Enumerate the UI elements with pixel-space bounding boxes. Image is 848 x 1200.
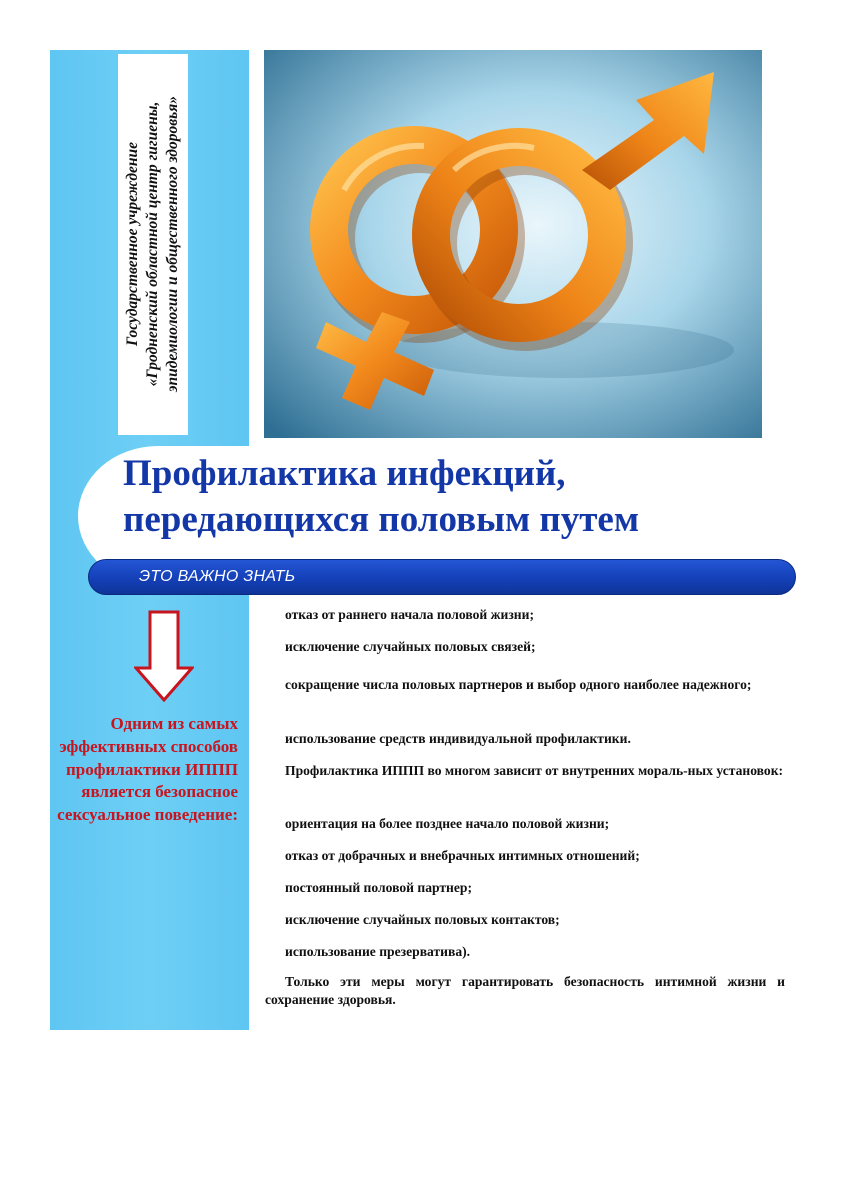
banner <box>88 559 796 595</box>
list-item: исключение случайных половых связей; <box>285 639 536 654</box>
gender-symbols-icon <box>264 50 762 438</box>
side-note: Одним из самых эффективных способов профилактики ИППП является безопасное сексуальное поведение: <box>57 714 238 825</box>
title-line-1: Профилактика инфекций, <box>123 453 566 494</box>
organization-line-3: эпидемиологии и общественного здоровья» <box>164 96 181 392</box>
organization-line-1: Государственное учреждение <box>124 141 141 347</box>
page-title <box>123 451 823 543</box>
organization-line-2: «Гродненский областной центр гигиены, <box>144 101 161 387</box>
list-item: использование презерватива). <box>285 944 471 959</box>
list-item: постоянный половой партнер; <box>285 880 473 895</box>
list-item: Профилактика ИППП во многом зависит от внутренних мораль-ных установок: <box>285 763 784 778</box>
list-item: отказ от добрачных и внебрачных интимных отношений; <box>285 848 640 863</box>
list-item: использование средств индивидуальной профилактики. <box>285 731 631 746</box>
gender-symbols-image <box>264 50 762 438</box>
title-line-2: передающихся половым путем <box>123 499 640 540</box>
list-item: отказ от раннего начала половой жизни; <box>285 607 535 622</box>
banner-label: ЭТО ВАЖНО ЗНАТЬ <box>139 568 296 585</box>
organization-name <box>123 59 183 429</box>
list-item: Только эти меры могут гарантировать безопасность интимной жизни и сохранение здоровья. <box>265 974 785 1007</box>
list-item: исключение случайных половых контактов; <box>285 912 560 927</box>
list-item: ориентация на более позднее начало половой жизни; <box>285 816 610 831</box>
list-item: сокращение числа половых партнеров и выбор одного наиболее надежного; <box>285 677 752 692</box>
down-arrow-icon <box>134 610 194 702</box>
